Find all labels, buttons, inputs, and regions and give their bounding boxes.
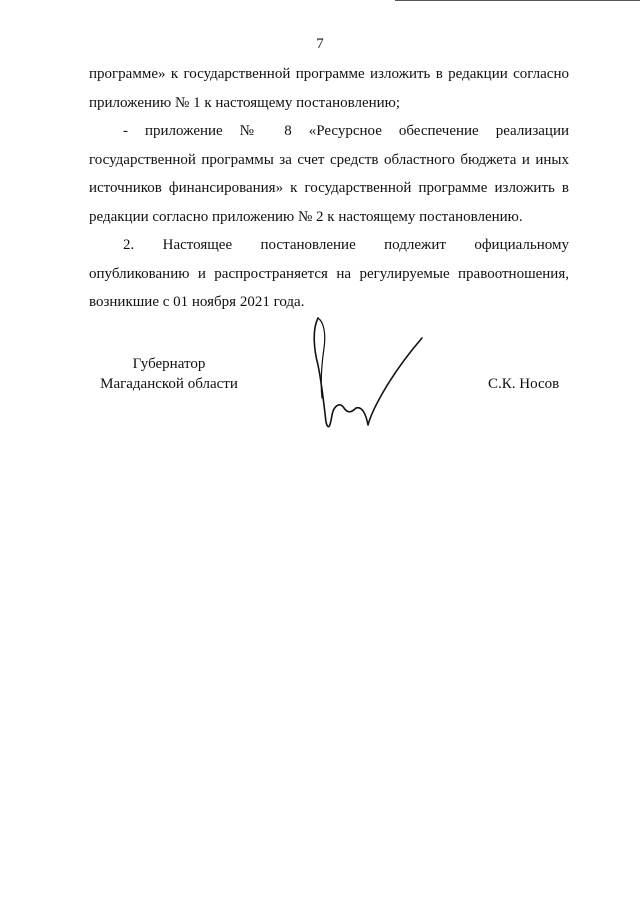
signatory-title-line2: Магаданской области	[100, 376, 238, 392]
signatory-name: С.К. Носов	[488, 376, 560, 392]
top-edge-line	[395, 0, 640, 1]
document-body	[89, 60, 569, 317]
signatory-title	[89, 354, 249, 394]
paragraph-appendix-8: - приложение № 8 «Ресурсное обеспечение реализации государственной программы за счет средств областного бюджета и иных источников финансирования» к государственной программе изложить в редакции согласно приложению № 2 к настоящему постановлению.	[89, 123, 569, 225]
handwritten-signature	[300, 310, 440, 435]
signatory-title-line1: Губернатор	[132, 356, 206, 372]
paragraph-continuation: программе» к государственной программе изложить в редакции согласно приложению № 1 к настоящему постановлению;	[89, 66, 569, 111]
page-number: 7	[316, 36, 324, 52]
paragraph-publication: 2. Настоящее постановление подлежит официальному опубликованию и распространяется на регулируемые правоотношения, возникшие с 01 ноября 2021 года.	[89, 237, 569, 310]
